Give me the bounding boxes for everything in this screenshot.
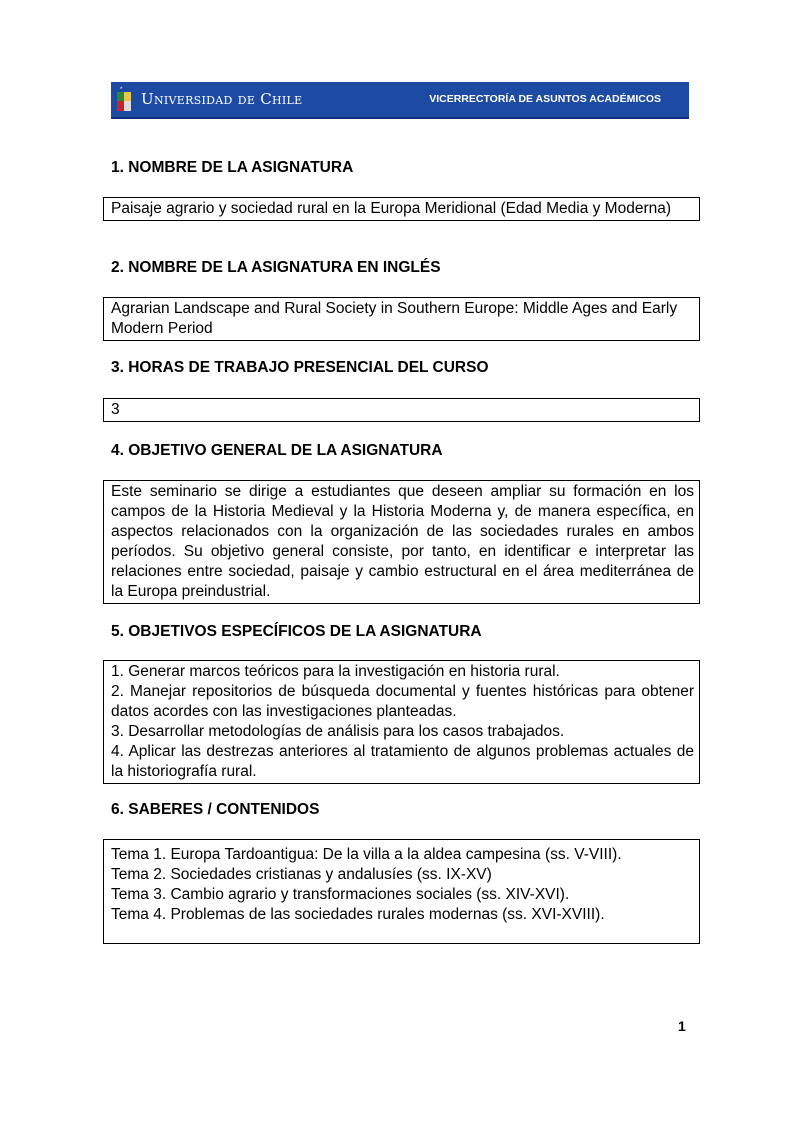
header-banner <box>111 82 689 119</box>
section-box <box>103 398 700 422</box>
unit-name: VICERRECTORÍA DE ASUNTOS ACADÉMICOS <box>429 93 661 105</box>
svg-text:*: * <box>120 87 123 93</box>
section-box <box>103 839 700 944</box>
university-logo-icon <box>117 86 131 112</box>
content-item: Tema 1. Europa Tardoantigua: De la villa a la aldea campesina (ss. V-VIII). <box>111 846 622 863</box>
section-box <box>103 297 700 341</box>
section-text: 3 <box>111 401 120 418</box>
section-box <box>103 480 700 604</box>
section-heading: 3. HORAS DE TRABAJO PRESENCIAL DEL CURSO <box>111 359 489 376</box>
objective-item: 4. Aplicar las destrezas anteriores al tratamiento de algunos problemas actuales de la historiografía rural. <box>111 743 694 780</box>
section-text: Paisaje agrario y sociedad rural en la Europa Meridional (Edad Media y Moderna) <box>111 200 672 217</box>
section-text: Este seminario se dirige a estudiantes que deseen ampliar su formación en los campos de la Historia Medieval y la Historia Moderna y, de manera específica, en aspectos relacionados con la organización de las sociedades rurales en ambos períodos. Su objetivo general consiste, por tanto, en identificar e interpretar las relaciones entre sociedad, paisaje y cambio estructural en el área mediterránea de la Europa preindustrial. <box>111 483 694 600</box>
section-heading: 6. SABERES / CONTENIDOS <box>111 801 320 818</box>
section-text: Agrarian Landscape and Rural Society in Southern Europe: Middle Ages and Early Modern Period <box>111 300 678 337</box>
objective-item: 2. Manejar repositorios de búsqueda documental y fuentes históricas para obtener datos acordes con las investigaciones planteadas. <box>111 683 694 720</box>
section-heading: 2. NOMBRE DE LA ASIGNATURA EN INGLÉS <box>111 259 441 276</box>
section-heading: 1. NOMBRE DE LA ASIGNATURA <box>111 159 354 176</box>
university-name: Universidad de Chile <box>141 90 303 108</box>
section-heading: 5. OBJETIVOS ESPECÍFICOS DE LA ASIGNATURA <box>111 623 482 640</box>
section-box <box>103 197 700 221</box>
content-item: Tema 3. Cambio agrario y transformaciones sociales (ss. XIV-XVI). <box>111 886 570 903</box>
section-box <box>103 660 700 784</box>
section-heading: 4. OBJETIVO GENERAL DE LA ASIGNATURA <box>111 442 443 459</box>
objective-item: 1. Generar marcos teóricos para la investigación en historia rural. <box>111 663 560 680</box>
page-number: 1 <box>678 1018 686 1034</box>
objective-item: 3. Desarrollar metodologías de análisis para los casos trabajados. <box>111 723 565 740</box>
content-item: Tema 2. Sociedades cristianas y andalusíes (ss. IX-XV) <box>111 866 492 883</box>
content-item: Tema 4. Problemas de las sociedades rurales modernas (ss. XVI-XVIII). <box>111 906 605 923</box>
